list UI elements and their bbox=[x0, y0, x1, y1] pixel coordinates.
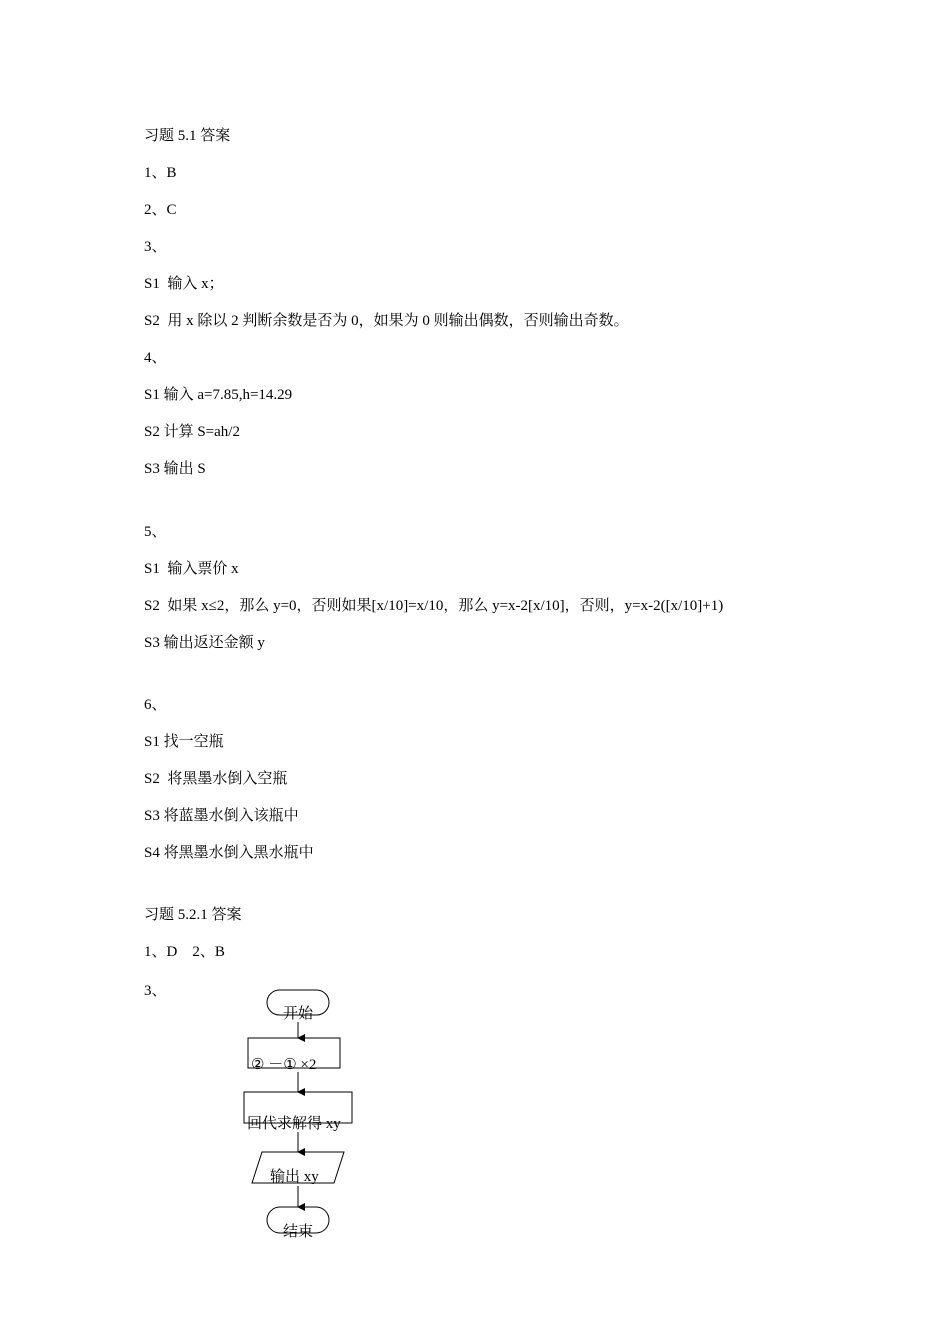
answer-3-number: 3、 bbox=[144, 239, 167, 255]
answer-6-step-2: S2 将黑墨水倒入空瓶 bbox=[144, 771, 288, 787]
flow-start-label: 开始 bbox=[283, 1006, 314, 1022]
answer-4-step-2: S2 计算 S=ah/2 bbox=[144, 424, 240, 440]
answer-4-step-3: S3 输出 S bbox=[144, 461, 206, 477]
answer-5-step-2: S2 如果 x≤2，那么 y=0，否则如果[x/10]=x/10，那么 y=x-2[x/10]，否则，y=x-2([x/10]+1) bbox=[144, 598, 724, 614]
answer-6-step-3: S3 将蓝墨水倒入该瓶中 bbox=[144, 808, 299, 824]
answer-6-number: 6、 bbox=[144, 697, 167, 713]
answer-2: 2、C bbox=[144, 202, 177, 218]
answer-6-step-4: S4 将黑墨水倒入黑水瓶中 bbox=[144, 845, 314, 861]
flow-output-label: 输出 xy bbox=[270, 1169, 319, 1185]
answer-6-step-1: S1 找一空瓶 bbox=[144, 734, 224, 750]
section-title-5-1: 习题 5.1 答案 bbox=[144, 128, 231, 144]
answer-5-number: 5、 bbox=[144, 524, 167, 540]
answer-5-step-3: S3 输出返还金额 y bbox=[144, 635, 265, 651]
flow-end-label: 结束 bbox=[283, 1224, 314, 1240]
answer-1: 1、B bbox=[144, 165, 177, 181]
answer-3-step-2: S2 用 x 除以 2 判断余数是否为 0，如果为 0 则输出偶数，否则输出奇数。 bbox=[144, 313, 629, 329]
section-title-5-2-1: 习题 5.2.1 答案 bbox=[144, 907, 242, 923]
answer-5-step-1: S1 输入票价 x bbox=[144, 561, 239, 577]
flow-step1-label: ② －① ×2 bbox=[251, 1057, 317, 1073]
answer-3-step-1: S1 输入 x； bbox=[144, 276, 224, 292]
answers-1-2: 1、D 2、B bbox=[144, 944, 225, 960]
answer-4-number: 4、 bbox=[144, 350, 167, 366]
flow-step2-label: 回代求解得 xy bbox=[247, 1116, 341, 1132]
answer-3-number-flow: 3、 bbox=[144, 983, 167, 999]
answer-4-step-1: S1 输入 a=7.85,h=14.29 bbox=[144, 387, 293, 403]
